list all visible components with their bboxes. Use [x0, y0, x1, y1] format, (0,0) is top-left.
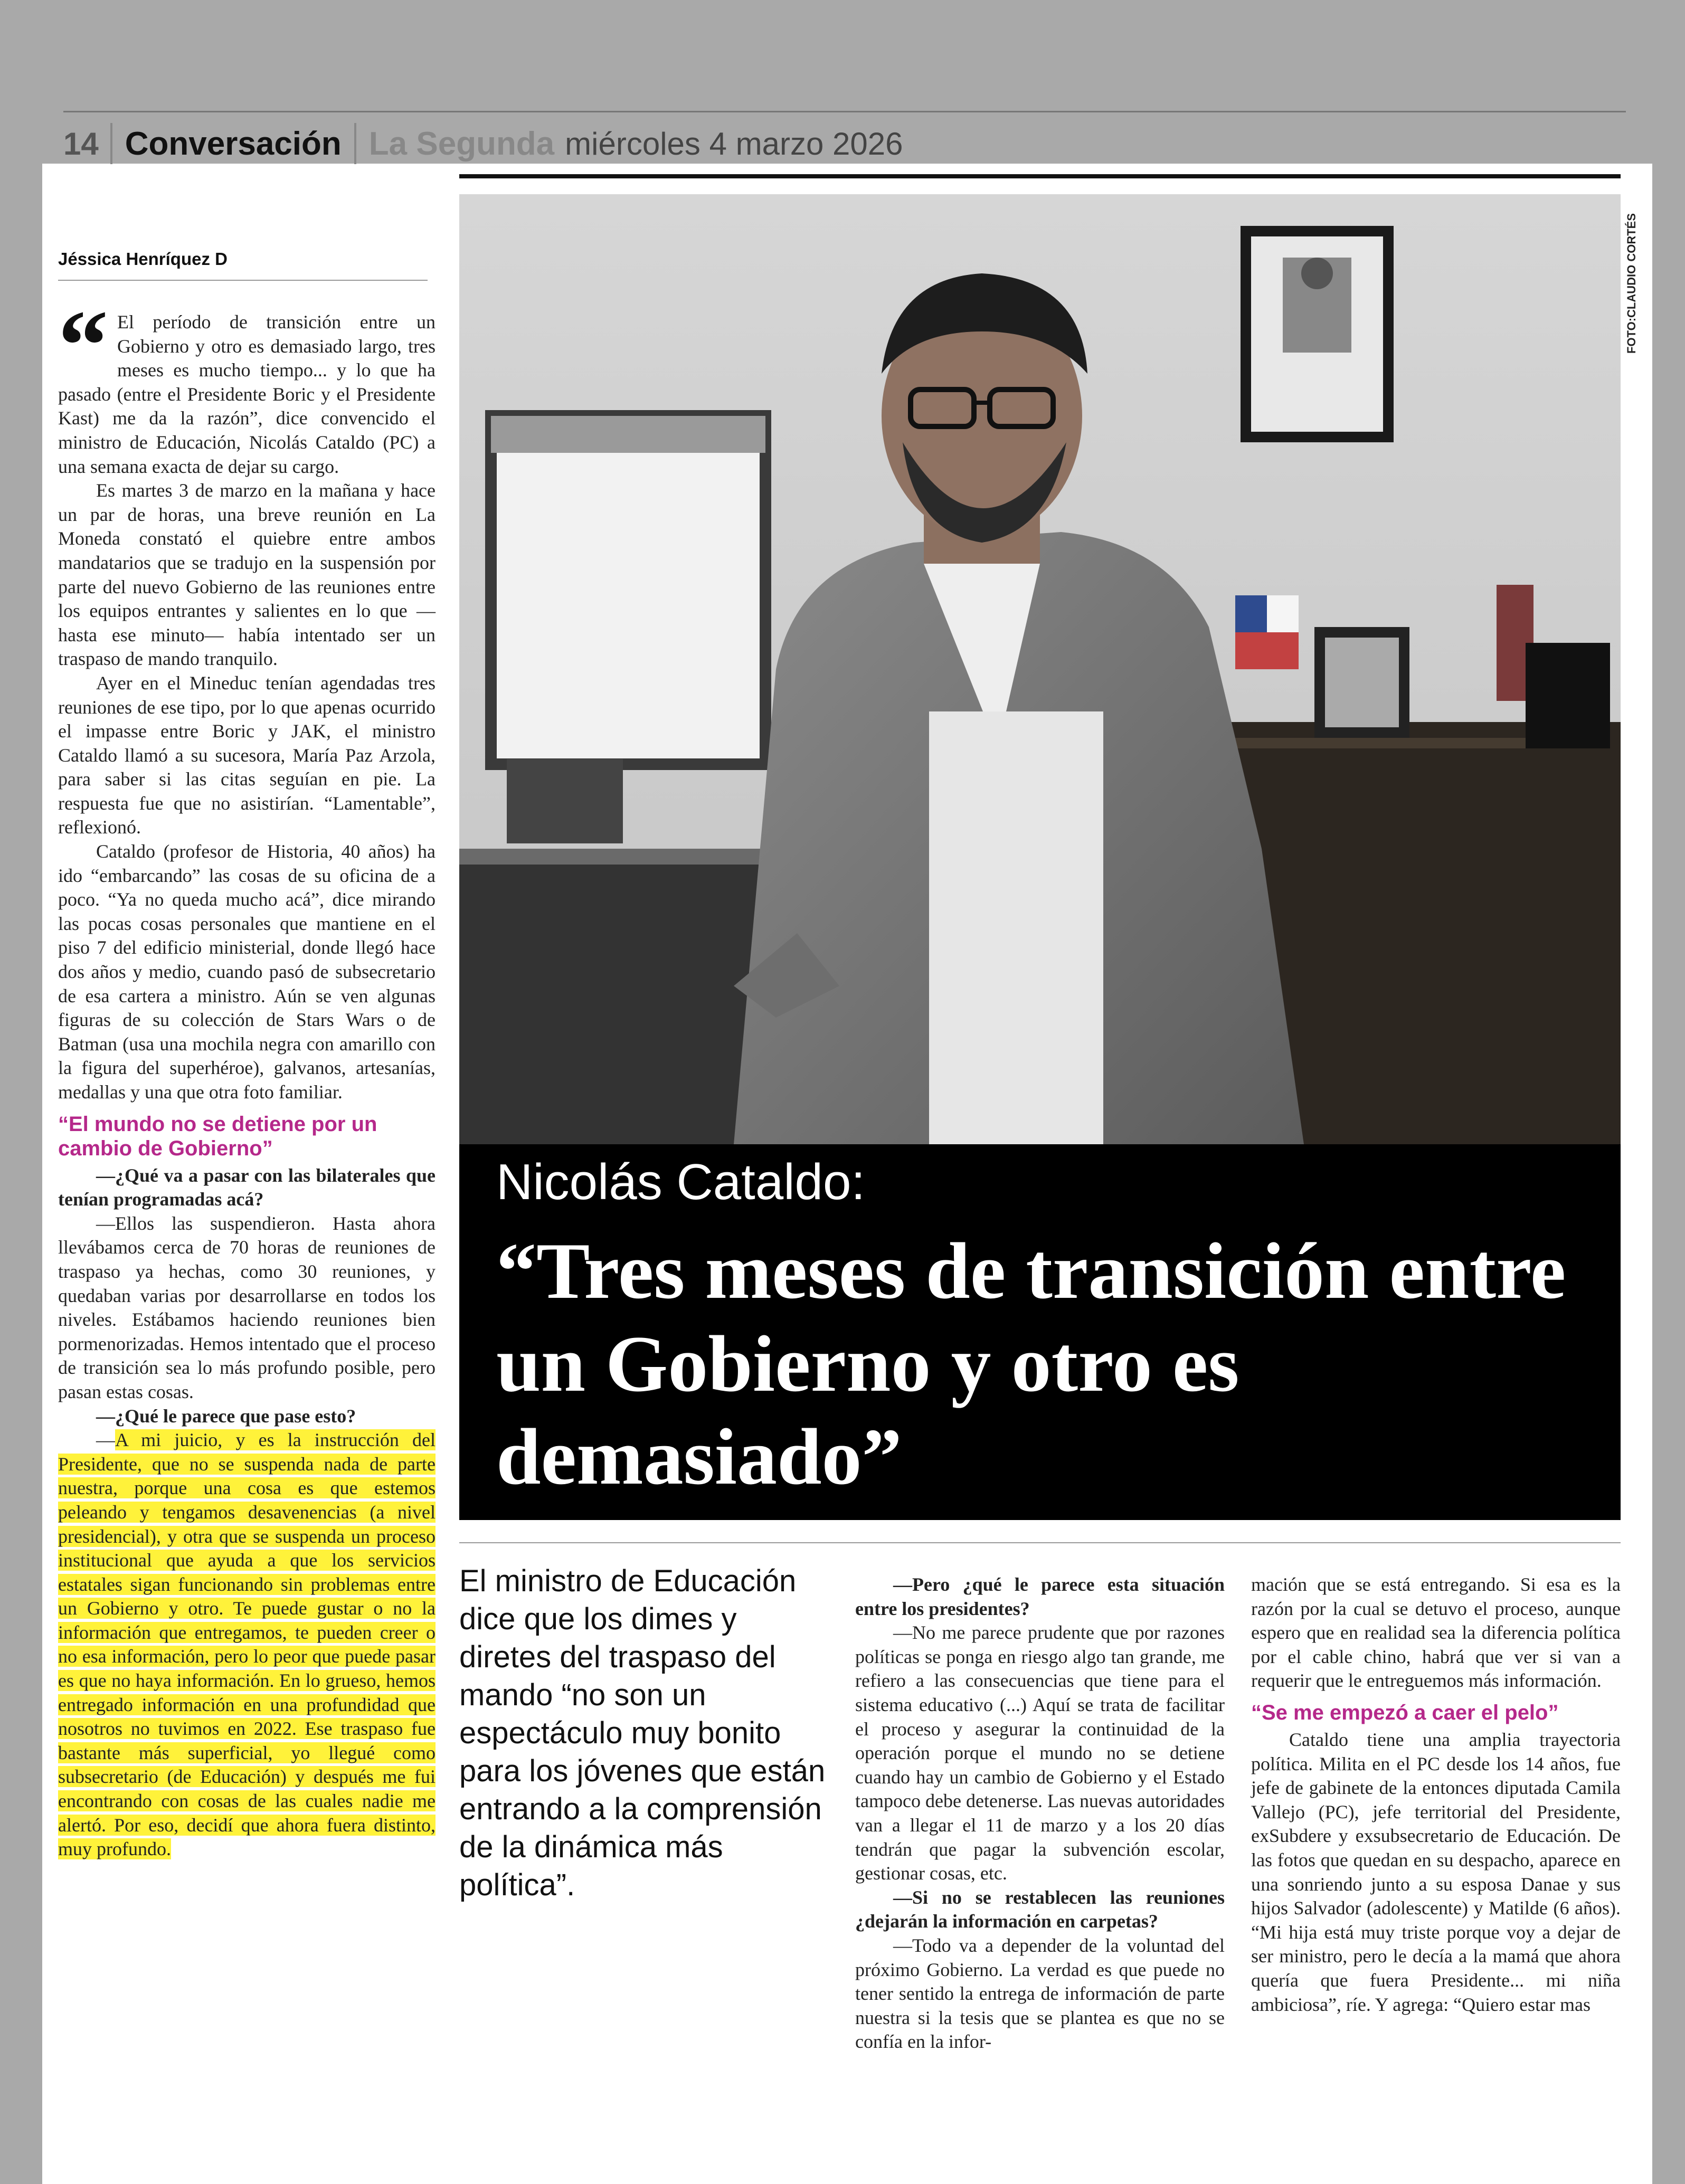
article-column-4	[1251, 1573, 1621, 2017]
answer: —Ellos las suspendieron. Hasta ahora llevábamos cerca de 70 horas de reuniones de traspaso ya hechas, como 30 reuniones, y quedaban varias por desarrollarse en todos los niveles. Estábamos haciendo reuniones bien pormenorizadas. Hemos intentado que el proceso de transición sea lo más profundo posible, pero pasan estas cosas.	[58, 1212, 436, 1402]
subheading: “Se me empezó a caer el pelo”	[1251, 1701, 1559, 1724]
byline-rule	[58, 280, 428, 281]
article-column-1	[58, 310, 436, 1862]
header-divider	[354, 123, 356, 164]
question: —¿Qué le parece que pase esto?	[96, 1405, 356, 1427]
question: —Si no se restablecen las reuniones ¿dejarán la información en carpetas?	[855, 1886, 1225, 1932]
page-header	[63, 117, 903, 170]
lead-summary: El ministro de Educación dice que los dimes y diretes del traspaso del mando “no son un espectáculo muy bonito para los jóvenes que están entrando a la comprensión de la dinámica más política”.	[459, 1564, 826, 1902]
question: —Pero ¿qué le parece esta situación entre los presidentes?	[855, 1574, 1225, 1619]
section-name: Conversación	[125, 125, 342, 162]
answer: —No me parece prudente que por razones políticas se ponga en riesgo algo tan grande, me refiero a las consecuencias que tiene para el sistema educativo (...) Aquí se trata de facilitar el proceso y asegurar la continuidad de la operación porque el mundo no se detiene cuando hay un cambio de Gobierno y el Estado tampoco debe detenerse. Las nuevas autoridades van a llegar el 11 de marzo y a los 20 días tendrán que pagar la subvención escolar, gestionar cosas, etc.	[855, 1622, 1225, 1884]
page-number: 14	[63, 126, 99, 162]
subheading: “El mundo no se detiene por un cambio de Gobierno”	[58, 1112, 377, 1160]
body-paragraph: Ayer en el Mineduc tenían agendadas tres reuniones de ese tipo, por lo que apenas ocurrido el impasse entre Boric y JAK, el ministro Cataldo llamó a su sucesora, María Paz Arzola, para saber si las citas seguían en pie. La respuesta fue que no asistirían. “Lamentable”, reflexionó.	[58, 672, 436, 838]
mid-rule	[459, 1542, 1621, 1543]
question: —¿Qué va a pasar con las bilaterales que tenían programadas acá?	[58, 1164, 436, 1210]
portrait-photo	[459, 194, 1621, 1144]
issue-date: miércoles 4 marzo 2026	[565, 126, 903, 162]
top-rule	[459, 174, 1621, 178]
body-paragraph: Cataldo (profesor de Historia, 40 años) ha ido “embarcando” las cosas de su oficina de a poco. “Ya no queda mucho acá”, dice mirando las pocas cosas personales que mantiene en el piso 7 del edificio ministerial, donde llegó hace dos años y medio, cuando pasó de subsecretario de esa cartera a ministro. Aún se ven algunas figuras de su colección de Stars Wars o de Batman (usa una mochila negra con amarillo con la figura del superhéroe), galvanos, artesanías, medallas y una que otra foto familiar.	[58, 841, 436, 1103]
header-divider	[110, 123, 112, 164]
answer-highlighted: —A mi juicio, y es la instrucción del Presidente, que no se suspenda nada de parte nuestra, porque una cosa es que estemos peleando y tengamos desavenencias (a nivel presidencial), y otra que se suspenda un proceso institucional que ayuda a que los servicios estatales sigan funcionando sin problemas entre un Gobierno y otro. Te puede gustar o no la información que entregamos, te pueden creer o no esa información, pero lo peor que puede pasar es que no haya información. En lo grueso, hemos entregado información en una profundidad que nosotros no tuvimos en 2022. Ese traspaso fue bastante más superficial, yo llegué como subsecretario (de Educación) y después me fui encontrando con cosas de las cuales nadie me alertó. Por eso, decidí que ahora fuera distinto, muy profundo.	[58, 1429, 436, 1860]
body-paragraph: Cataldo tiene una amplia trayectoria política. Milita en el PC desde los 14 años, fue jefe de gabinete de la entonces diputada Camila Vallejo (PC), jefe territorial del Presidente, exSubdere y exsubsecretario de Educación. De las fotos que quedan en su despacho, aparece en una sonriendo junto a su esposa Danae y sus hijos Salvador (adolescente) y Matilde (6 años). “Mi hija está muy triste porque voy a dejar de ser ministro, pero le decía a la mamá que ahora quería que fuera Presidente... mi niña ambiciosa”, ríe. Y agrega: “Quiero estar mas	[1251, 1729, 1621, 2015]
lead-paragraph: El período de transición entre un Gobierno y otro es demasiado largo, tres meses es mucho tiempo... y lo que ha pasado (entre el Presidente Boric y el Presidente Kast) me da la razón”, dice convencido el ministro de Educación, Nicolás Cataldo (PC) a una semana exacta de dejar su cargo.	[58, 311, 436, 477]
answer: —Todo va a depender de la voluntad del próximo Gobierno. La verdad es que puede no tener sentido la entrega de información de parte nuestra si la tesis que se plantea es que no se confía en la infor-	[855, 1934, 1225, 2053]
opening-quote-icon: “	[58, 290, 108, 401]
headline-kicker: Nicolás Cataldo:	[496, 1154, 865, 1210]
body-paragraph: Es martes 3 de marzo en la mañana y hace un par de horas, una breve reunión en La Moneda constató el quiebre entre ambos mandatarios que se tradujo en la suspensión por parte del nuevo Gobierno de las reuniones entre los equipos entrantes y salientes en lo que —hasta ese minuto— había intentado ser un traspaso de mando tranquilo.	[58, 480, 436, 670]
highlighted-answer: A mi juicio, y es la instrucción del Presidente, que no se suspenda nada de parte nuestra, porque una cosa es que estemos peleando y tengamos desavenencias (a nivel presidencial), y otra que se suspenda un proceso institucional que ayuda a que los servicios estatales sigan funcionando sin problemas entre un Gobierno y otro. Te puede gustar o no la información que entregamos, te pueden creer o no esa información, pero lo peor que puede pasar es que no haya información. En lo grueso, hemos entregado información en una profundidad que nosotros no tuvimos en 2022. Ese traspaso fue bastante más superficial, yo llegué como subsecretario (de Educación) y después me fui encontrando con cosas de las cuales nadie me alertó. Por eso, decidí que ahora fuera distinto, muy profundo.	[58, 1429, 436, 1860]
author-byline: Jéssica Henríquez D	[58, 249, 228, 269]
photo-credit: FOTO:CLAUDIO CORTÉS	[1625, 213, 1638, 354]
article-column-3	[855, 1573, 1225, 2054]
publication-name: La Segunda	[368, 125, 555, 162]
headline: “Tres meses de transición entre un Gobierno y otro es demasiado”	[496, 1227, 1566, 1501]
body-paragraph: mación que se está entregando. Si esa es la razón por la cual se detuvo el proceso, aunque espero que en realidad sea la diferencia política por el cable chino, habrá que ver si van a requerir que le entreguemos más información.	[1251, 1574, 1621, 1692]
header-rule	[63, 111, 1626, 112]
